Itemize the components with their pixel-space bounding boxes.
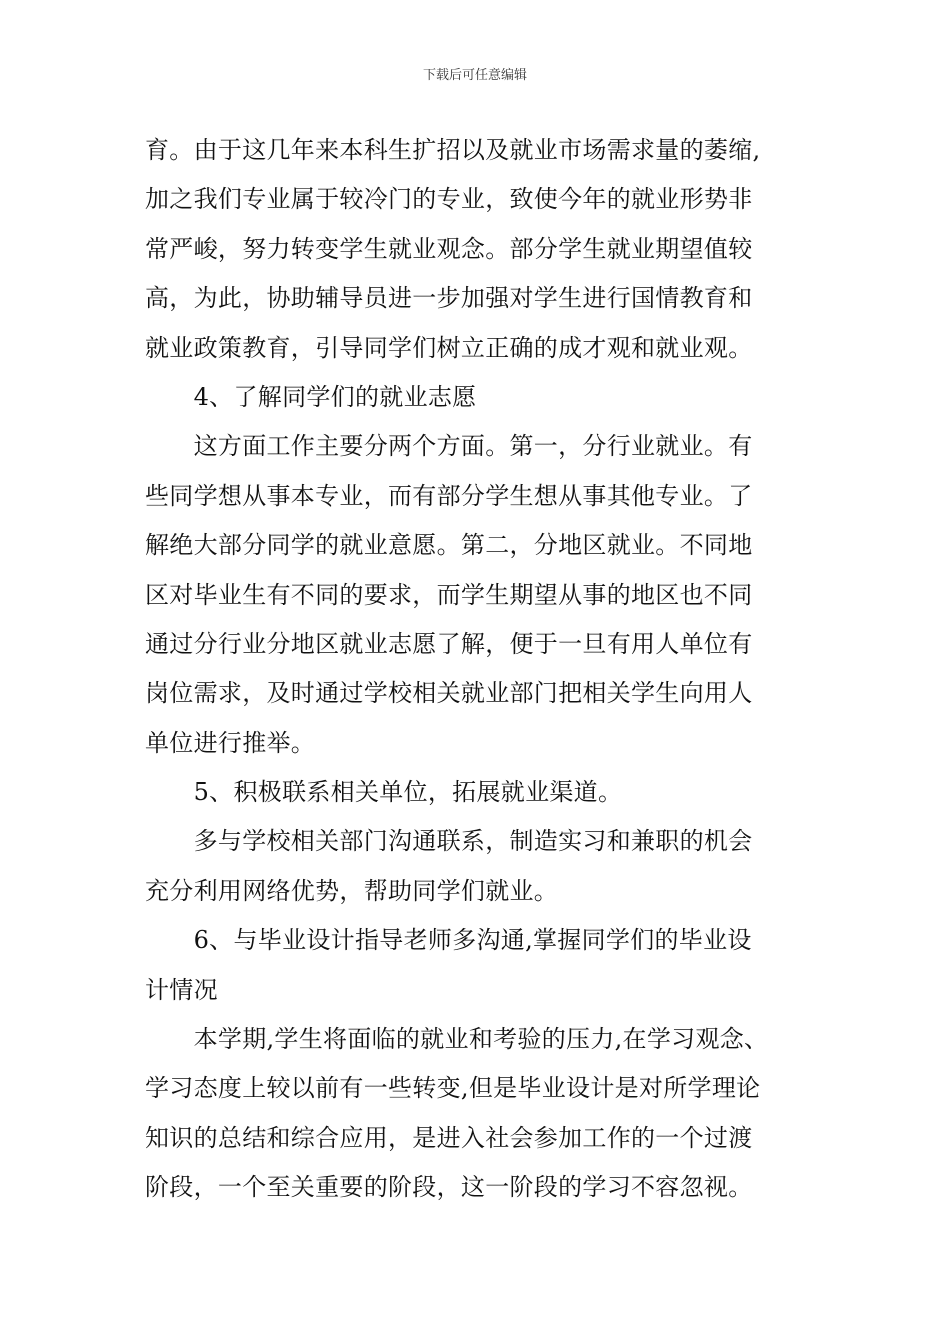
section-heading-5: 5、积极联系相关单位，拓展就业渠道。: [145, 778, 623, 807]
text-line: 单位进行推举。: [145, 728, 316, 757]
text-line: 知识的总结和综合应用，是进入社会参加工作的一个过渡: [145, 1123, 753, 1152]
text-line: 些同学想从事本专业，而有部分学生想从事其他专业。了: [145, 481, 753, 510]
text-line: 解绝大部分同学的就业意愿。第二，分地区就业。不同地: [145, 531, 753, 560]
text-line: 学习态度上较以前有一些转变,但是毕业设计是对所学理论: [145, 1074, 761, 1103]
section-heading-6-cont: 计情况: [145, 975, 218, 1004]
text-line: 阶段，一个至关重要的阶段，这一阶段的学习不容忽视。: [145, 1173, 753, 1202]
page-header-note: 下载后可任意编辑: [422, 68, 527, 83]
text-line: 育。由于这几年来本科生扩招以及就业市场需求量的萎缩,: [145, 136, 761, 164]
document-body: [145, 126, 815, 1213]
text-line: 常严峻，努力转变学生就业观念。部分学生就业期望值较: [145, 234, 753, 263]
text-line: 就业政策教育，引导同学们树立正确的成才观和就业观。: [145, 333, 753, 362]
text-line: 这方面工作主要分两个方面。第一，分行业就业。有: [145, 432, 753, 461]
text-line: 通过分行业分地区就业志愿了解，便于一旦有用人单位有: [145, 629, 753, 658]
text-line: 区对毕业生有不同的要求，而学生期望从事的地区也不同: [145, 580, 753, 609]
text-line: 充分利用网络优势，帮助同学们就业。: [145, 876, 559, 905]
section-heading-6: 6、与毕业设计指导老师多沟通,掌握同学们的毕业设: [145, 926, 752, 955]
section-heading-4: 4、了解同学们的就业志愿: [145, 382, 477, 411]
text-line: 加之我们专业属于较冷门的专业，致使今年的就业形势非: [145, 185, 753, 214]
text-line: 本学期,学生将面临的就业和考验的压力,在学习观念、: [145, 1025, 769, 1054]
text-line: 岗位需求，及时通过学校相关就业部门把相关学生向用人: [145, 679, 753, 708]
text-line: 多与学校相关部门沟通联系，制造实习和兼职的机会: [145, 827, 753, 856]
text-line: 高，为此，协助辅导员进一步加强对学生进行国情教育和: [145, 284, 753, 313]
